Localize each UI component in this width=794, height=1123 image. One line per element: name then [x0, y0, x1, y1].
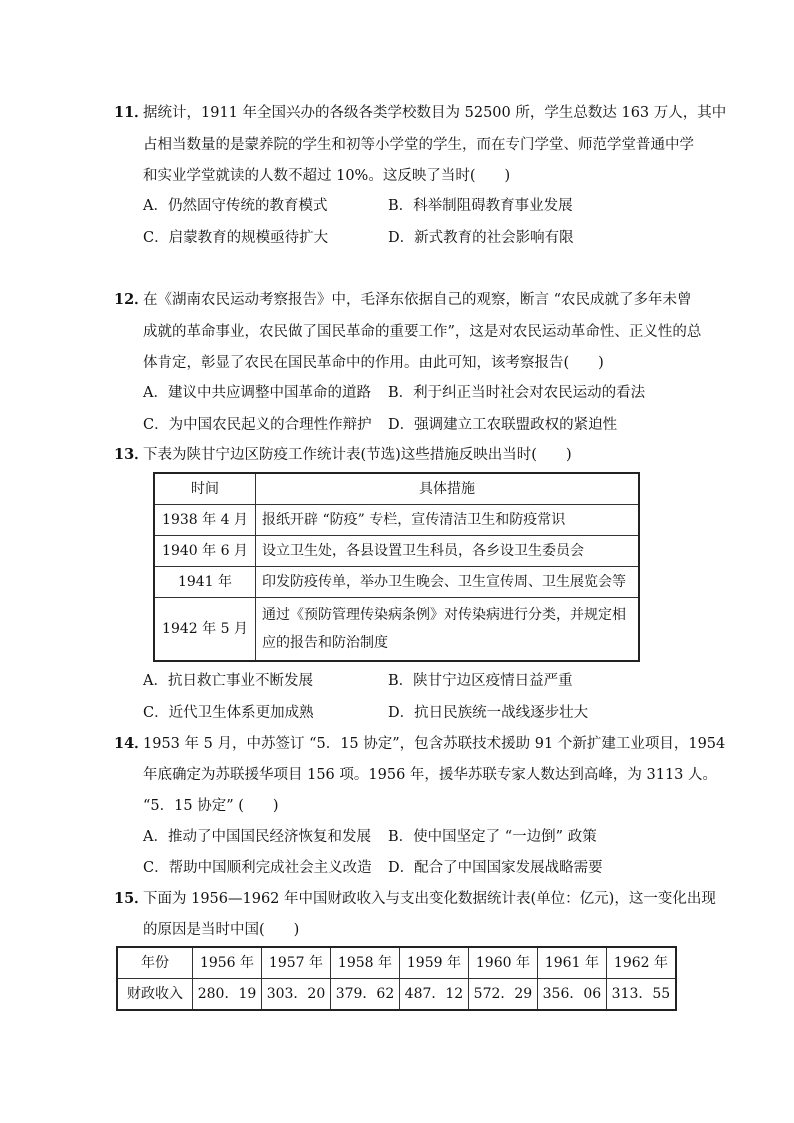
table-row: [117, 979, 676, 1011]
q11-text-line: 据统计，1911 年全国兴办的各级各类学校数目为 52500 所，学生总数达 163 万人，其中: [143, 105, 727, 121]
q14-option-a: A．推动了中国国民经济恢复和发展: [143, 829, 371, 845]
q11-option-c: C．启蒙教育的规模亟待扩大: [143, 230, 329, 246]
q12-number: 12．: [114, 291, 149, 308]
table-cell-value: 280．19: [193, 979, 262, 1011]
q12-option-b: B．利于纠正当时社会对农民运动的看法: [388, 385, 646, 401]
q13-number: 13．: [114, 446, 149, 463]
q13-option-d: D．抗日民族统一战线逐步壮大: [388, 705, 589, 721]
q12-text-line: 体肯定，彰显了农民在国民革命中的作用。由此可知，该考察报告( ): [143, 355, 604, 371]
table-row: [154, 567, 639, 598]
q11-option-d: D．新式教育的社会影响有限: [388, 230, 574, 246]
table-header-cell: 年份: [117, 947, 193, 979]
table-cell-measure: 印发防疫传单，举办卫生晚会、卫生宣传周、卫生展览会等: [256, 567, 640, 598]
table-header-cell: 1956 年: [193, 947, 262, 979]
table-cell-value: 487．12: [399, 979, 468, 1011]
q12-option-c: C．为中国农民起义的合理性作辩护: [143, 417, 372, 433]
q13-table: [153, 472, 640, 662]
table-cell-value: 313．55: [606, 979, 676, 1011]
table-cell-value: 379．62: [330, 979, 399, 1011]
q14-text-line: 1953 年 5 月，中苏签订 “5．15 协定”，包含苏联技术援助 91 个新扩建工业项目，1954: [143, 736, 726, 752]
table-header-cell: 具体措施: [256, 473, 640, 505]
q13-option-a: A．抗日救亡事业不断发展: [143, 673, 313, 689]
q15-text-line: 下面为 1956—1962 年中国财政收入与支出变化数据统计表(单位：亿元)，这一变化出现: [143, 891, 716, 907]
q12-option-d: D．强调建立工农联盟政权的紧迫性: [388, 417, 618, 433]
table-cell-value: 303．20: [261, 979, 330, 1011]
q11-text-line: 和实业学堂就读的人数不超过 10%。这反映了当时( ): [143, 168, 511, 184]
table-header-cell: 时间: [154, 473, 256, 505]
q12-option-a: A．建议中共应调整中国革命的道路: [143, 385, 371, 401]
table-cell-measure-line: 通过《预防管理传染病条例》对传染病进行分类，并规定相: [262, 607, 626, 623]
table-cell-date: 1938 年 4 月: [154, 505, 256, 536]
table-header-cell: 1961 年: [537, 947, 606, 979]
table-cell-value: 572．29: [468, 979, 537, 1011]
table-cell-value: 356．06: [537, 979, 606, 1011]
table-cell-label: 财政收入: [117, 979, 193, 1011]
table-cell-measure: 设立卫生处，各县设置卫生科员，各乡设卫生委员会: [256, 536, 640, 567]
q14-option-b: B．使中国坚定了 “一边倒” 政策: [388, 829, 597, 845]
q15-number: 15．: [114, 890, 149, 907]
q15-table: [116, 946, 677, 1011]
q11-option-b: B．科举制阻碍教育事业发展: [388, 198, 573, 214]
table-cell-date: 1940 年 6 月: [154, 536, 256, 567]
table-header-cell: 1962 年: [606, 947, 676, 979]
table-cell-measure-line: 应的报告和防治制度: [262, 635, 388, 651]
table-row: [154, 505, 639, 536]
q13-text-line: 下表为陕甘宁边区防疫工作统计表(节选)这些措施反映出当时( ): [143, 447, 572, 463]
table-row: [154, 598, 639, 662]
q14-text-line: 年底确定为苏联援华项目 156 项。1956 年，援华苏联专家人数达到高峰，为 3113 人。: [143, 767, 718, 783]
table-header-cell: 1957 年: [261, 947, 330, 979]
table-header-cell: 1959 年: [399, 947, 468, 979]
q14-option-d: D．配合了中国国家发展战略需要: [388, 860, 603, 876]
table-header-row: [154, 473, 639, 505]
table-header-cell: 1958 年: [330, 947, 399, 979]
q14-option-c: C．帮助中国顺利完成社会主义改造: [143, 860, 372, 876]
q12-text-line: 成就的革命事业，农民做了国民革命的重要工作”，这是对农民运动革命性、正义性的总: [143, 324, 702, 340]
table-cell-measure: [256, 598, 640, 662]
q15-text-line: 的原因是当时中国( ): [143, 922, 300, 938]
q13-option-b: B．陕甘宁边区疫情日益严重: [388, 673, 573, 689]
table-cell-date: 1941 年: [154, 567, 256, 598]
q12-text-line: 在《湖南农民运动考察报告》中，毛泽东依据自己的观察，断言 “农民成就了多年未曾: [143, 292, 692, 308]
q11-number: 11．: [114, 104, 149, 121]
table-cell-measure: 报纸开辟 “防疫” 专栏，宣传清洁卫生和防疫常识: [256, 505, 640, 536]
table-cell-date: 1942 年 5 月: [154, 598, 256, 662]
q13-option-c: C．近代卫生体系更加成熟: [143, 705, 314, 721]
table-header-row: [117, 947, 676, 979]
q11-option-a: A．仍然固守传统的教育模式: [143, 198, 328, 214]
q14-text-line: “5．15 协定” ( ): [143, 798, 279, 814]
table-header-cell: 1960 年: [468, 947, 537, 979]
q14-number: 14．: [114, 735, 149, 752]
table-row: [154, 536, 639, 567]
q11-text-line: 占相当数量的是蒙养院的学生和初等小学堂的学生，而在专门学堂、师范学堂普通中学: [143, 137, 694, 153]
